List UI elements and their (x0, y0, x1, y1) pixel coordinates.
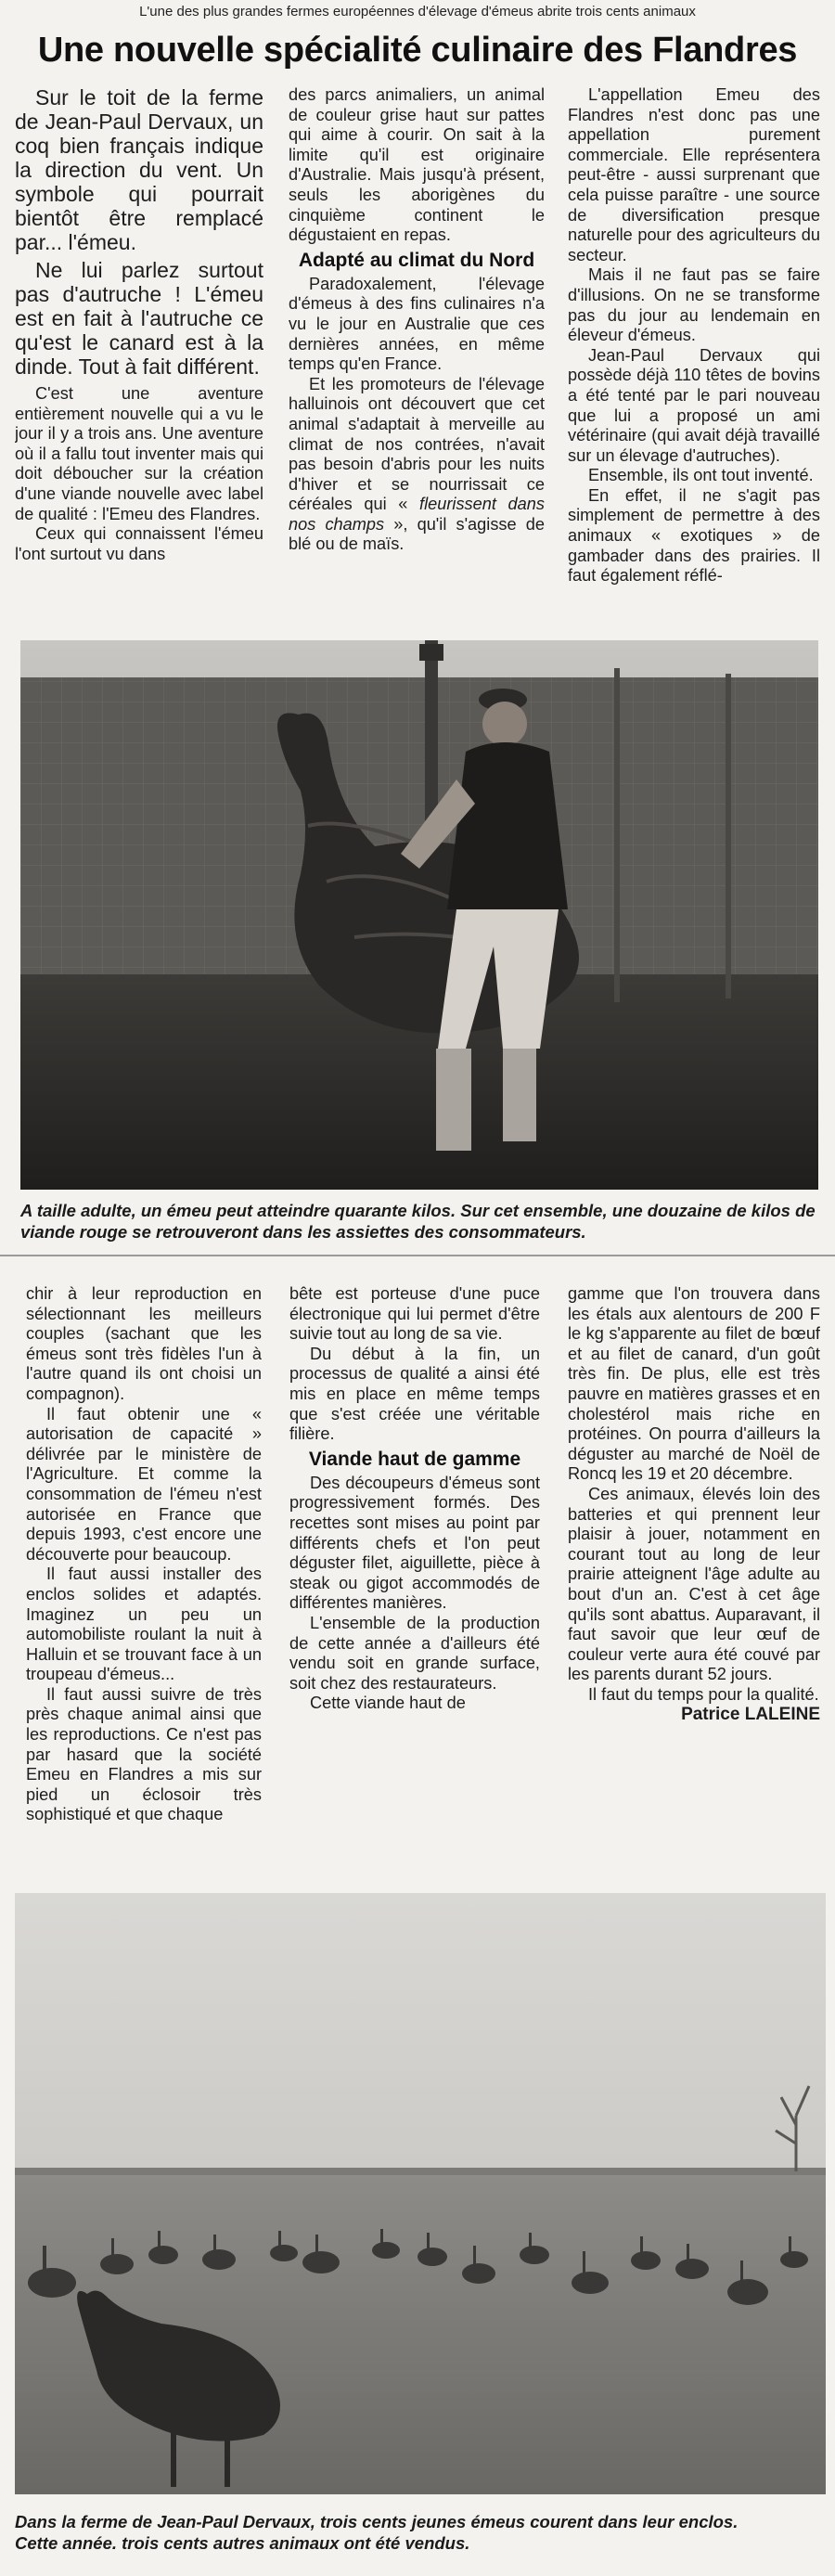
paragraph: Ceux qui connaissent l'émeu l'ont surtout vu dans (15, 524, 263, 563)
photo-farmer-with-emu (20, 640, 818, 1190)
paragraph: Cette viande haut de (310, 1694, 466, 1713)
top-column-1 (15, 85, 263, 624)
bottom-column-3 (568, 1284, 820, 1869)
paragraph: Il faut obtenir une « autorisation de capacité » délivrée par le ministère de l'Agriculture. Et comme la consommation de l'émeu n'est autorisée en France que depuis 1993, c'est encore une découverte pour beaucoup. (26, 1404, 262, 1564)
paragraph: Paradoxalement, l'élevage d'émeus à des fins culinaires n'a vu le jour en Australie que ces dernières années, en même temps qu'en France. (289, 274, 545, 374)
paragraph: L'appellation Emeu des Flandres n'est donc pas une appellation purement commerciale. Elle représentera peut-être - aussi surprenant que cela puisse paraître - une source de diversification presque naturelle pour des agriculteurs du secteur. (568, 85, 820, 264)
paragraph: En effet, il ne s'agit pas simplement de permettre à des animaux « exotiques » de gambader dans des prairies. Il faut également réflé- (568, 485, 820, 586)
paragraph: des parcs animaliers, un animal de couleur grise haut sur pattes qui aime à courir. On sait à la limite qu'il est originaire d'Australie. Mais jusqu'à présent, seuls les aborigènes du cinquième continent le dégustaient en repas. (289, 85, 545, 245)
top-column-3 (568, 85, 820, 624)
paragraph: Jean-Paul Dervaux qui possède déjà 110 têtes de bovins a été tenté par le pari nouveau que lui a proposé un ami vétérinaire (qui avait déjà travaillé sur un élevage d'autruches). (568, 345, 820, 465)
section-divider (0, 1255, 835, 1256)
paragraph (289, 375, 545, 555)
article-kicker: L'une des plus grandes fermes européennes d'élevage d'émeus abrite trois cents animaux (139, 4, 696, 19)
photo-2-caption-line-1: Dans la ferme de Jean-Paul Dervaux, trois cents jeunes émeus courent dans leur enclos. (15, 2512, 739, 2531)
author-signature: Patrice LALEINE (681, 1705, 820, 1725)
bottom-column-2 (289, 1284, 540, 1869)
paragraph: Du début à la fin, un processus de qualité a ainsi été mis en place en même temps que s'est créée une véritable filière. (289, 1344, 540, 1444)
paragraph: bête est porteuse d'une puce électronique qui lui permet d'être suivie tout au long de sa vie. (289, 1284, 540, 1344)
paragraph: Ensemble, ils ont tout inventé. (588, 466, 814, 485)
paragraph: Mais il ne faut pas se faire d'illusions. On ne se transforme pas du jour au lendemain en éleveur d'émeus. (568, 265, 820, 345)
text-span: », qu'il s'agisse de blé ou de maïs. (289, 514, 545, 554)
bottom-column-1 (26, 1284, 262, 1869)
photo-1-caption: A taille adulte, un émeu peut atteindre quarante kilos. Sur cet ensemble, une douzaine de kilos de viande rouge se retrouveront dans les assiettes des consommateurs. (20, 1201, 816, 1242)
paragraph: chir à leur reproduction en sélectionnant les meilleurs couples (sachant que les émeus sont très fidèles l'un à l'autre quand ils ont choisi un compagnon). (26, 1284, 262, 1403)
photo-2-caption (15, 2511, 826, 2554)
paragraph: Il faut aussi installer des enclos solides et adaptés. Imaginez un peu un automobiliste roulant la nuit à Halluin et se trouvant face à un troupeau d'émeus... (26, 1565, 262, 1684)
photo-2-caption-line-2: Cette année. trois cents autres animaux ont été vendus. (15, 2533, 470, 2553)
paragraph: Ces animaux, élevés loin des batteries et qui prennent leur plaisir à jouer, notamment en courant tout au long de leur prairie atteignent l'âge adulte au bout d'un an. C'est à cet âge qu'ils sont abattus. Auparavant, il faut savoir que leur œuf de couleur verte aura été couvé par les parents durant 52 jours. (568, 1484, 820, 1684)
photo-emu-flock-image (15, 1893, 826, 2494)
photo-farmer-with-emu-image (20, 640, 818, 1190)
lead-paragraph-1: Sur le toit de la ferme de Jean-Paul Dervaux, un coq bien français indique la direction du vent. Un symbole qui pourrait bientôt être remplacé par... l'émeu. (15, 85, 263, 254)
paragraph: Des découpeurs d'émeus sont progressivement formés. Des recettes sont mises au point par différents chefs et l'on peut déguster filet, aiguillette, pièce à steak ou gigot accommodés de différentes manières. (289, 1473, 540, 1613)
text-span: Et les promoteurs de l'élevage halluinois ont découvert que cet animal s'adaptait à merveille au climat de nos contrées, n'avait pas besoin d'abris pour les nuits d'hiver et se nourrissait ce céréales qui « (289, 374, 545, 514)
quoted-text: fleurissent dans nos champs (289, 495, 545, 534)
subheading-climat: Adapté au climat du Nord (298, 249, 535, 271)
subheading-viande: Viande haut de gamme (308, 1448, 521, 1470)
paragraph: gamme que l'on trouvera dans les étals aux alentours de 200 F le kg s'apparente au filet de bœuf et au filet de canard, d'un goût très fin. De plus, elle est très pauvre en matières grasses et en cholestérol mais riche en protéines. On pourra d'ailleurs la déguster au marché de Noël de Roncq les 19 et 20 décembre. (568, 1284, 820, 1484)
photo-emu-flock (15, 1893, 826, 2494)
lead-paragraph-2: Ne lui parlez surtout pas d'autruche ! L'émeu est en fait à l'autruche ce qu'est le canard est à la dinde. Tout à fait différent. (15, 258, 263, 379)
paragraph: Il faut aussi suivre de très près chaque animal ainsi que les reproductions. Ce n'est pas par hasard que la société Emeu en Flandres a mis sur pied un éclosoir très sophistiqué et que chaque (26, 1684, 262, 1824)
paragraph: C'est une aventure entièrement nouvelle qui a vu le jour il y a trois ans. Une aventure où il a fallu tout inventer mais qui doit déboucher sur la création d'une viande nouvelle avec label de qualité : l'Emeu des Flandres. (15, 384, 263, 523)
paragraph: L'ensemble de la production de cette année a d'ailleurs été vendu soit en grande surface, soit chez des restaurateurs. (289, 1613, 540, 1693)
article-headline: Une nouvelle spécialité culinaire des Flandres (37, 31, 798, 70)
paragraph: Il faut du temps pour la qualité. (588, 1684, 819, 1704)
top-column-2 (289, 85, 545, 624)
